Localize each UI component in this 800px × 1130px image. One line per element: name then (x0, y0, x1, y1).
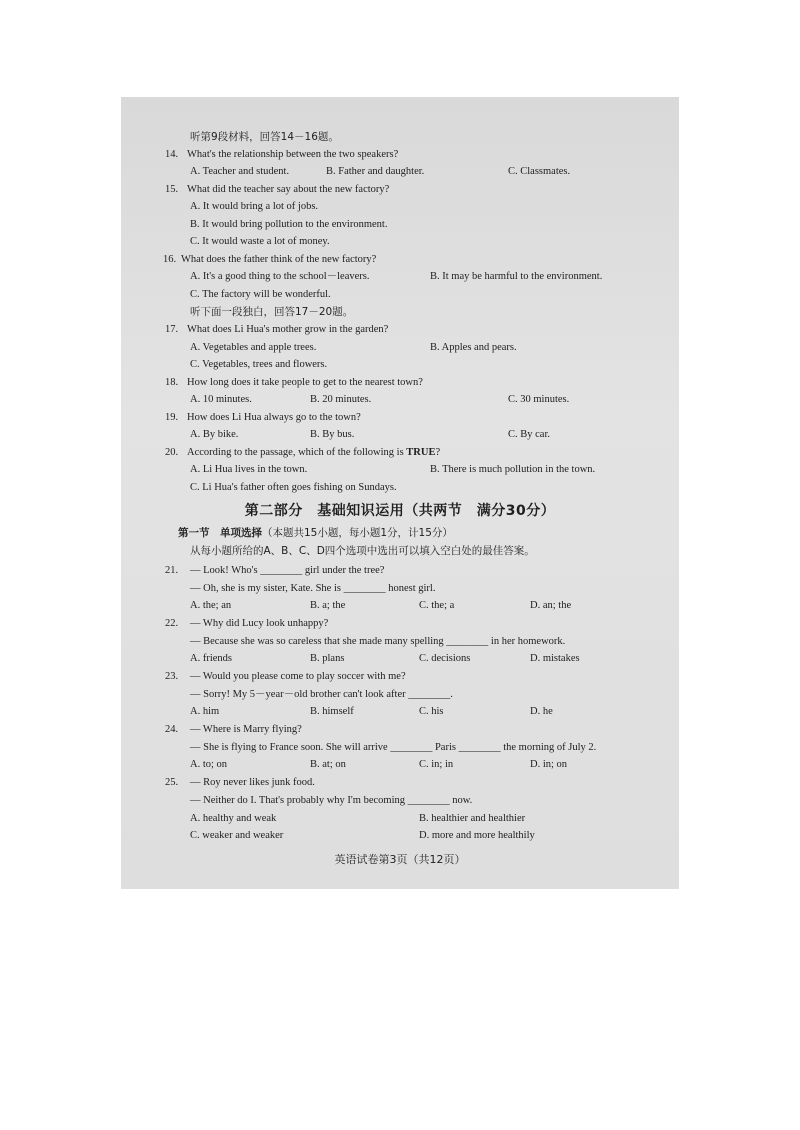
option-c: C. By car. (508, 429, 550, 440)
option-a: A. Li Hua lives in the town. (190, 464, 308, 475)
option-c: C. the; a (419, 600, 455, 611)
question-number: 14. (165, 149, 179, 160)
option-d: D. an; the (530, 600, 572, 611)
option-b: B. Father and daughter. (326, 166, 425, 177)
section-label: 第一节 单项选择 (178, 527, 262, 539)
option-c: C. decisions (419, 653, 471, 664)
option-b: B. a; the (310, 600, 346, 611)
dialog-line-2: — Neither do I. That's probably why I'm becoming ________ now. (190, 795, 473, 806)
exam-page (121, 97, 679, 889)
option-a: A. It would bring a lot of jobs. (190, 201, 319, 212)
option-b: B. It may be harmful to the environment. (430, 271, 603, 282)
question-text-end: ? (435, 447, 441, 458)
dialog-line-2: — Because she was so careless that she made many spelling ________ in her homework. (190, 636, 566, 647)
option-b: B. It would bring pollution to the environment. (190, 219, 388, 230)
option-c: C. The factory will be wonderful. (190, 289, 331, 300)
option-a: A. the; an (190, 600, 232, 611)
dialog-line-2: — Oh, she is my sister, Kate. She is ________ honest girl. (190, 583, 436, 594)
dialog-line-1: — Where is Marry flying? (190, 724, 302, 735)
option-d: D. mistakes (530, 653, 580, 664)
option-d: D. more and more healthily (419, 830, 535, 841)
question-number: 19. (165, 412, 179, 423)
question-number: 20. (165, 447, 179, 458)
question-text: What did the teacher say about the new factory? (187, 184, 390, 195)
option-c: C. It would waste a lot of money. (190, 236, 330, 247)
instruction-part9: 听第9段材料，回答14－16题。 (190, 131, 339, 143)
option-a: A. to; on (190, 759, 228, 770)
option-b: B. There is much pollution in the town. (430, 464, 596, 475)
option-d: D. he (530, 706, 553, 717)
section-note: （本题共15小题，每小题1分，计15分） (262, 527, 453, 539)
option-a: A. 10 minutes. (190, 394, 252, 405)
section-directions: 从每小题所给的A、B、C、D四个选项中选出可以填入空白处的最佳答案。 (190, 545, 535, 557)
option-c: C. Vegetables, trees and flowers. (190, 359, 328, 370)
option-d: D. in; on (530, 759, 568, 770)
option-a: A. Vegetables and apple trees. (190, 342, 317, 353)
question-number: 21. (165, 565, 179, 576)
dialog-line-1: — Why did Lucy look unhappy? (190, 618, 329, 629)
question-number: 22. (165, 618, 179, 629)
question-text: How long does it take people to get to the nearest town? (187, 377, 423, 388)
question-text: How does Li Hua always go to the town? (187, 412, 361, 423)
question-text-start: According to the passage, which of the following is (187, 447, 407, 458)
option-b: B. By bus. (310, 429, 355, 440)
option-c: C. Li Hua's father often goes fishing on Sundays. (190, 482, 397, 493)
question-text: What does the father think of the new factory? (181, 254, 377, 265)
option-b: B. at; on (310, 759, 346, 770)
option-b: B. healthier and healthier (419, 813, 526, 824)
question-number: 15. (165, 184, 179, 195)
option-a: A. By bike. (190, 429, 239, 440)
page-footer: 英语试卷第3页（共12页） (334, 853, 466, 866)
question-text: What's the relationship between the two speakers? (187, 149, 399, 160)
question-number: 25. (165, 777, 179, 788)
question-text: What does Li Hua's mother grow in the garden? (187, 324, 389, 335)
option-a: A. friends (190, 653, 232, 664)
question-number: 16. (163, 254, 177, 265)
dialog-line-1: — Look! Who's ________ girl under the tree? (190, 565, 385, 576)
option-a: A. healthy and weak (190, 813, 277, 824)
question-number: 18. (165, 377, 179, 388)
option-c: C. weaker and weaker (190, 830, 284, 841)
part2-title: 第二部分 基础知识运用（共两节 满分30分） (244, 503, 556, 519)
dialog-line-1: — Would you please come to play soccer with me? (190, 671, 406, 682)
instruction-monologue: 听下面一段独白，回答17－20题。 (190, 306, 354, 318)
question-text-emphasis: TRUE (406, 447, 436, 458)
option-c: C. 30 minutes. (508, 394, 570, 405)
option-a: A. him (190, 706, 220, 717)
option-b: B. plans (310, 653, 345, 664)
question-number: 17. (165, 324, 179, 335)
question-number: 23. (165, 671, 179, 682)
section-heading (178, 528, 453, 540)
option-c: C. Classmates. (508, 166, 571, 177)
option-b: B. Apples and pears. (430, 342, 517, 353)
dialog-line-2: — Sorry! My 5－year－old brother can't look after ________. (190, 689, 453, 700)
option-b: B. 20 minutes. (310, 394, 372, 405)
option-b: B. himself (310, 706, 354, 717)
option-a: A. Teacher and student. (190, 166, 290, 177)
option-c: C. in; in (419, 759, 454, 770)
dialog-line-2: — She is flying to France soon. She will arrive ________ Paris ________ the morning of July 2. (190, 742, 597, 753)
option-c: C. his (419, 706, 444, 717)
dialog-line-1: — Roy never likes junk food. (190, 777, 315, 788)
question-text (187, 448, 440, 459)
question-number: 24. (165, 724, 179, 735)
option-a: A. It's a good thing to the school－leavers. (190, 271, 370, 282)
